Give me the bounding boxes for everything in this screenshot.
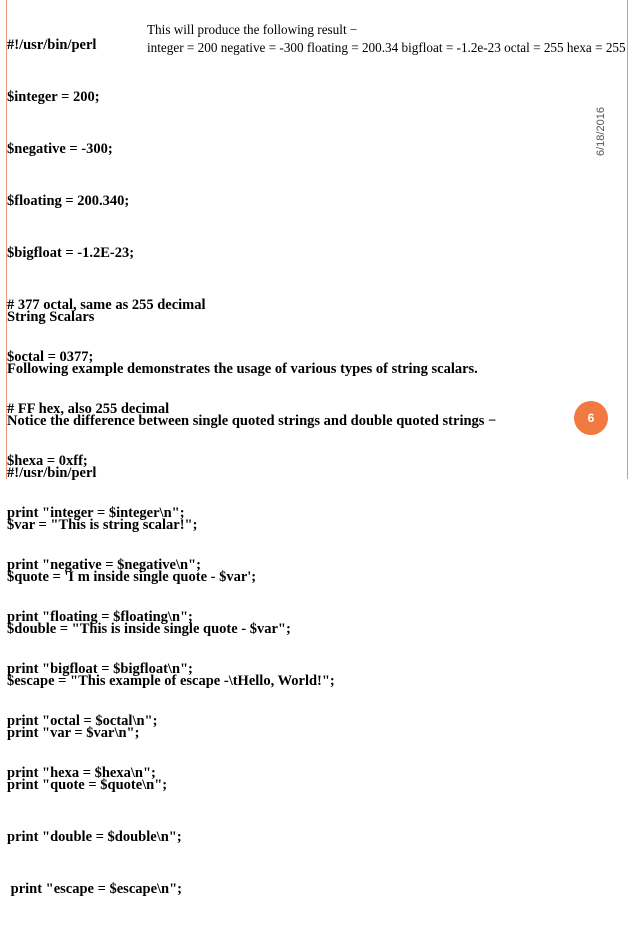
slide-date: 6/18/2016 [595, 107, 607, 156]
code-line: print "escape = $escape\n"; [7, 881, 182, 898]
code-line: $negative = -300; [7, 140, 113, 157]
code-line: print "var = $var\n"; [7, 724, 140, 741]
page-number-badge: 6 [574, 401, 608, 435]
right-border-line [627, 0, 628, 479]
code-line: $integer = 200; [7, 88, 100, 105]
code-line: $quote = 'I m inside single quote - $var'; [7, 568, 257, 585]
string-scalars-section [7, 274, 496, 933]
code-line: print "hexa = $hexa\n"; [7, 765, 156, 782]
section-description: Following example demonstrates the usage of various types of string scalars. [7, 360, 478, 377]
code-line: $floating = 200.340; [7, 192, 130, 209]
code-line: $octal = 0377; [7, 348, 94, 365]
code-line: $hexa = 0xff; [7, 452, 88, 469]
code-line: print "quote = $quote\n"; [7, 776, 168, 793]
code-line: print "integer = $integer\n"; [7, 504, 185, 521]
result-output: integer = 200 negative = -300 floating = 200.34 bigfloat = -1.2e-23 octal = 255 hexa = 255 [147, 40, 626, 55]
code-line: print "negative = $negative\n"; [7, 557, 201, 573]
code-line: $bigfloat = -1.2E-23; [7, 244, 135, 261]
section-title: String Scalars [7, 308, 95, 325]
code-line: $double = "This is inside single quote - $var"; [7, 620, 291, 637]
code-line: # FF hex, also 255 decimal [7, 400, 170, 417]
code-line: #!/usr/bin/perl [7, 464, 97, 481]
code-line: # 377 octal, same as 255 decimal [7, 296, 206, 313]
code-line: print "double = $double\n"; [7, 829, 182, 845]
code-line: $escape = "This example of escape -\tHello, World!"; [7, 672, 335, 689]
code-line: print "bigfloat = $bigfloat\n"; [7, 661, 193, 678]
code-line: #!/usr/bin/perl [7, 36, 97, 53]
code-line: $var = "This is string scalar!"; [7, 516, 198, 533]
code-line: print "octal = $octal\n"; [7, 713, 158, 730]
result-box [147, 21, 637, 57]
code-line: print "floating = $floating\n"; [7, 609, 193, 626]
section-note: Notice the difference between single quoted strings and double quoted strings − [7, 412, 497, 429]
result-heading: This will produce the following result − [147, 22, 358, 37]
